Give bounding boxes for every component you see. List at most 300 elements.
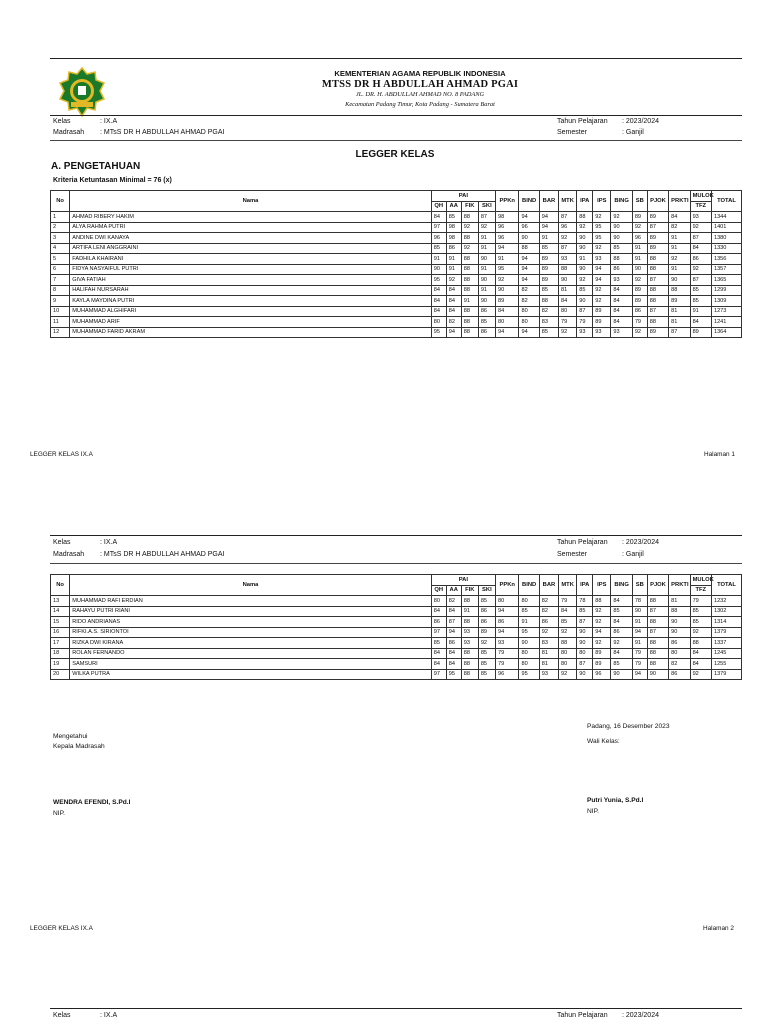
score-cell: 91: [478, 264, 495, 275]
col-header-ppkn: PPKn: [495, 191, 519, 212]
score-cell: 90: [577, 233, 593, 244]
table-row: [51, 606, 742, 617]
ministry-name: KEMENTERIAN AGAMA REPUBLIK INDONESIA: [334, 69, 506, 78]
score-cell: 82: [446, 596, 461, 607]
score-cell: 88: [647, 596, 668, 607]
row-number: 19: [51, 659, 70, 670]
score-cell: 92: [593, 243, 611, 254]
row-number: 13: [51, 596, 70, 607]
score-cell: 92: [478, 222, 495, 233]
score-cell: 88: [690, 638, 711, 649]
score-cell: 86: [495, 617, 519, 628]
semester-label: Semester: [557, 129, 587, 136]
score-cell: 91: [478, 285, 495, 296]
student-name: RIFKI.A.S. SIRIONTOI: [70, 627, 432, 638]
score-cell: 87: [690, 275, 711, 286]
score-cell: 80: [519, 596, 539, 607]
score-cell: 84: [690, 243, 711, 254]
score-cell: 84: [690, 317, 711, 328]
table-row: [51, 317, 742, 328]
score-cell: 84: [431, 606, 446, 617]
col-header-total: TOTAL: [711, 575, 741, 596]
score-cell: 91: [632, 254, 647, 265]
score-cell: 85: [446, 212, 461, 223]
col-header-no: No: [51, 575, 70, 596]
score-cell: 89: [539, 264, 558, 275]
score-cell: 85: [559, 617, 577, 628]
score-cell: 90: [495, 285, 519, 296]
score-cell: 85: [431, 243, 446, 254]
score-cell: 85: [478, 669, 495, 680]
score-cell: 92: [478, 638, 495, 649]
score-cell: 88: [647, 254, 668, 265]
score-cell: 81: [669, 306, 690, 317]
score-cell: 94: [539, 222, 558, 233]
score-cell: 95: [593, 233, 611, 244]
score-cell: 92: [593, 606, 611, 617]
score-cell: 86: [632, 306, 647, 317]
score-cell: 89: [539, 275, 558, 286]
col-header-bar: BAR: [539, 575, 558, 596]
score-cell: 85: [539, 243, 558, 254]
score-cell: 84: [446, 606, 461, 617]
criteria-text: Kriteria Ketuntasan Minimal = 76 (x): [53, 177, 172, 184]
score-cell: 91: [461, 296, 478, 307]
score-cell: 90: [611, 233, 632, 244]
student-name: FADHILA KHAIRANI: [70, 254, 432, 265]
score-cell: 87: [669, 327, 690, 338]
score-cell: 89: [539, 254, 558, 265]
col-header-ski: SKI: [478, 585, 495, 596]
score-cell: 86: [431, 617, 446, 628]
table-row: [51, 648, 742, 659]
score-cell: 90: [611, 669, 632, 680]
score-cell: 81: [539, 648, 558, 659]
score-cell: 88: [539, 296, 558, 307]
score-cell: 91: [519, 617, 539, 628]
score-cell: 92: [611, 212, 632, 223]
total-cell: 1241: [711, 317, 741, 328]
row-number: 9: [51, 296, 70, 307]
score-cell: 91: [461, 606, 478, 617]
score-cell: 97: [431, 222, 446, 233]
score-cell: 96: [495, 222, 519, 233]
score-cell: 79: [577, 317, 593, 328]
footer-doc-label: LEGGER KELAS IX.A: [30, 451, 93, 458]
total-cell: 1356: [711, 254, 741, 265]
score-cell: 92: [593, 638, 611, 649]
score-cell: 84: [611, 296, 632, 307]
score-cell: 84: [431, 296, 446, 307]
total-cell: 1365: [711, 275, 741, 286]
score-cell: 88: [647, 285, 668, 296]
place-date: Padang, 16 Desember 2023: [587, 723, 670, 730]
score-cell: 92: [577, 222, 593, 233]
score-cell: 89: [478, 627, 495, 638]
score-cell: 88: [611, 254, 632, 265]
score-cell: 85: [577, 606, 593, 617]
score-cell: 95: [446, 669, 461, 680]
col-header-pai: PAI: [431, 191, 495, 202]
score-cell: 85: [478, 317, 495, 328]
score-cell: 81: [539, 659, 558, 670]
score-cell: 90: [577, 627, 593, 638]
score-cell: 88: [647, 317, 668, 328]
total-cell: 1337: [711, 638, 741, 649]
score-cell: 91: [478, 233, 495, 244]
score-cell: 94: [519, 275, 539, 286]
score-cell: 86: [478, 327, 495, 338]
score-cell: 92: [495, 275, 519, 286]
score-cell: 90: [577, 638, 593, 649]
col-header-mtk: MTK: [559, 191, 577, 212]
col-header-ppkn: PPKn: [495, 575, 519, 596]
table-row: [51, 638, 742, 649]
score-cell: 90: [519, 638, 539, 649]
score-cell: 84: [559, 606, 577, 617]
tahun-label: Tahun Pelajaran: [557, 118, 608, 125]
score-cell: 96: [495, 233, 519, 244]
score-cell: 84: [446, 659, 461, 670]
student-name: FIDYA NASYAIFUL PUTRI: [70, 264, 432, 275]
score-cell: 92: [690, 669, 711, 680]
score-cell: 93: [593, 327, 611, 338]
row-number: 15: [51, 617, 70, 628]
col-header-fik: FIK: [461, 201, 478, 212]
col-header-qh: QH: [431, 201, 446, 212]
score-cell: 91: [446, 254, 461, 265]
score-cell: 87: [647, 222, 668, 233]
score-cell: 84: [611, 596, 632, 607]
col-header-sb: SB: [632, 191, 647, 212]
score-cell: 92: [593, 285, 611, 296]
score-cell: 90: [632, 606, 647, 617]
table-row: [51, 669, 742, 680]
score-cell: 84: [611, 285, 632, 296]
kepala-name: WENDRA EFENDI, S.Pd.I: [53, 799, 131, 806]
school-address: JL. DR. H. ABDULLAH AHMAD NO. 8 PADANG: [355, 91, 485, 98]
score-cell: 88: [647, 296, 668, 307]
col-header-nama: Nama: [70, 191, 432, 212]
score-cell: 87: [690, 233, 711, 244]
madrasah-value: : MTsS DR H ABDULLAH AHMAD PGAI: [100, 129, 225, 136]
score-cell: 98: [446, 222, 461, 233]
score-cell: 89: [632, 296, 647, 307]
score-cell: 84: [495, 306, 519, 317]
score-cell: 88: [461, 648, 478, 659]
score-cell: 84: [446, 296, 461, 307]
score-cell: 94: [632, 627, 647, 638]
student-name: MUHAMMAD RAFI ERDIAN: [70, 596, 432, 607]
score-cell: 86: [669, 669, 690, 680]
score-cell: 96: [519, 222, 539, 233]
score-cell: 95: [495, 264, 519, 275]
score-cell: 79: [632, 317, 647, 328]
score-cell: 90: [478, 275, 495, 286]
semester-value: : Ganjil: [622, 551, 644, 558]
score-cell: 89: [632, 212, 647, 223]
score-cell: 93: [690, 212, 711, 223]
score-cell: 85: [539, 285, 558, 296]
score-cell: 97: [431, 669, 446, 680]
semester-label: Semester: [557, 551, 587, 558]
student-name: ALYA RAHMA PUTRI: [70, 222, 432, 233]
total-cell: 1245: [711, 648, 741, 659]
tahun-value: : 2023/2024: [622, 118, 659, 125]
score-cell: 84: [611, 617, 632, 628]
kelas-value: : IX.A: [100, 539, 118, 546]
score-cell: 84: [559, 296, 577, 307]
score-cell: 88: [647, 659, 668, 670]
score-cell: 92: [690, 264, 711, 275]
score-cell: 95: [431, 275, 446, 286]
score-cell: 91: [539, 233, 558, 244]
score-cell: 88: [461, 669, 478, 680]
score-cell: 92: [461, 243, 478, 254]
score-cell: 95: [519, 669, 539, 680]
score-cell: 92: [593, 296, 611, 307]
legger-table-page2: [50, 574, 742, 680]
student-name: MUHAMMAD FARID AKRAM: [70, 327, 432, 338]
score-cell: 87: [647, 627, 668, 638]
score-cell: 92: [690, 222, 711, 233]
score-cell: 79: [632, 648, 647, 659]
score-cell: 89: [495, 296, 519, 307]
row-number: 1: [51, 212, 70, 223]
score-cell: 92: [461, 222, 478, 233]
score-cell: 88: [461, 596, 478, 607]
score-cell: 84: [690, 659, 711, 670]
score-cell: 86: [478, 306, 495, 317]
kelas-value: : IX.A: [100, 118, 118, 125]
score-cell: 89: [690, 327, 711, 338]
score-cell: 91: [577, 254, 593, 265]
score-cell: 86: [611, 264, 632, 275]
col-header-bing: BING: [611, 191, 632, 212]
score-cell: 88: [593, 596, 611, 607]
col-header-sb: SB: [632, 575, 647, 596]
score-cell: 98: [446, 233, 461, 244]
score-cell: 88: [559, 264, 577, 275]
total-cell: 1344: [711, 212, 741, 223]
score-cell: 88: [577, 212, 593, 223]
student-name: RIDO ANDRIANAS: [70, 617, 432, 628]
student-name: MUHAMMAD ALGHIFARI: [70, 306, 432, 317]
score-cell: 87: [577, 617, 593, 628]
school-district: Kecamatan Padang Timur, Kota Padang - Sumatera Barat: [345, 101, 495, 108]
score-cell: 96: [632, 233, 647, 244]
score-cell: 90: [577, 669, 593, 680]
score-cell: 86: [446, 638, 461, 649]
row-number: 8: [51, 285, 70, 296]
score-cell: 81: [669, 317, 690, 328]
col-header-aa: AA: [446, 201, 461, 212]
row-number: 12: [51, 327, 70, 338]
score-cell: 90: [611, 222, 632, 233]
kepala-madrasah-label: Kepala Madrasah: [53, 743, 105, 750]
score-cell: 91: [632, 617, 647, 628]
col-header-bing: BING: [611, 575, 632, 596]
row-number: 6: [51, 264, 70, 275]
score-cell: 89: [647, 327, 668, 338]
table-row: [51, 264, 742, 275]
score-cell: 82: [519, 285, 539, 296]
score-cell: 80: [577, 648, 593, 659]
row-number: 14: [51, 606, 70, 617]
score-cell: 94: [539, 212, 558, 223]
col-header-ips: IPS: [593, 191, 611, 212]
score-cell: 90: [519, 233, 539, 244]
score-cell: 82: [539, 596, 558, 607]
score-cell: 90: [647, 669, 668, 680]
score-cell: 84: [690, 648, 711, 659]
score-cell: 92: [669, 254, 690, 265]
score-cell: 86: [446, 243, 461, 254]
col-header-mtk: MTK: [559, 575, 577, 596]
score-cell: 94: [495, 243, 519, 254]
score-cell: 88: [461, 275, 478, 286]
tahun-value: : 2023/2024: [622, 1012, 659, 1019]
score-cell: 93: [611, 275, 632, 286]
student-name: RAHAYU PUTRI RIANI: [70, 606, 432, 617]
score-cell: 84: [431, 212, 446, 223]
total-cell: 1357: [711, 264, 741, 275]
col-header-total: TOTAL: [711, 191, 741, 212]
score-cell: 86: [611, 627, 632, 638]
col-header-mulok: MULOK: [690, 575, 711, 586]
score-cell: 96: [495, 669, 519, 680]
score-cell: 88: [461, 254, 478, 265]
score-cell: 84: [446, 306, 461, 317]
col-header-pjok: PJOK: [647, 191, 668, 212]
score-cell: 93: [461, 638, 478, 649]
score-cell: 80: [431, 317, 446, 328]
score-cell: 88: [461, 617, 478, 628]
score-cell: 93: [495, 638, 519, 649]
score-cell: 93: [611, 327, 632, 338]
tahun-value: : 2023/2024: [622, 539, 659, 546]
score-cell: 83: [539, 638, 558, 649]
wali-kelas-label: Wali Kelas:: [587, 738, 620, 745]
score-cell: 86: [478, 606, 495, 617]
row-number: 16: [51, 627, 70, 638]
row-number: 3: [51, 233, 70, 244]
score-cell: 86: [539, 617, 558, 628]
col-header-tfz: TFZ: [690, 201, 711, 212]
score-cell: 92: [632, 275, 647, 286]
score-cell: 85: [478, 648, 495, 659]
score-cell: 85: [611, 659, 632, 670]
footer-doc-label: LEGGER KELAS IX.A: [30, 925, 93, 932]
col-header-ipa: IPA: [577, 191, 593, 212]
row-number: 5: [51, 254, 70, 265]
table-row: [51, 327, 742, 338]
score-cell: 92: [559, 627, 577, 638]
table-row: [51, 285, 742, 296]
tahun-label: Tahun Pelajaran: [557, 1012, 608, 1019]
kelas-label: Kelas: [53, 118, 71, 125]
tahun-label: Tahun Pelajaran: [557, 539, 608, 546]
score-cell: 85: [690, 606, 711, 617]
score-cell: 87: [478, 212, 495, 223]
score-cell: 94: [593, 627, 611, 638]
score-cell: 80: [431, 596, 446, 607]
table-row: [51, 212, 742, 223]
score-cell: 89: [593, 659, 611, 670]
score-cell: 88: [461, 212, 478, 223]
madrasah-label: Madrasah: [53, 551, 85, 558]
score-cell: 85: [611, 243, 632, 254]
col-header-pjok: PJOK: [647, 575, 668, 596]
score-cell: 94: [519, 264, 539, 275]
total-cell: 1379: [711, 627, 741, 638]
score-cell: 85: [519, 606, 539, 617]
score-cell: 90: [669, 627, 690, 638]
score-cell: 87: [446, 617, 461, 628]
col-header-pai: PAI: [431, 575, 495, 586]
score-cell: 91: [632, 243, 647, 254]
col-header-fik: FIK: [461, 585, 478, 596]
score-cell: 90: [632, 264, 647, 275]
mengetahui-label: Mengetahui: [53, 733, 88, 740]
score-cell: 80: [519, 659, 539, 670]
score-cell: 86: [690, 254, 711, 265]
score-cell: 92: [577, 275, 593, 286]
score-cell: 79: [495, 648, 519, 659]
student-name: HALIFAH NURSARAH: [70, 285, 432, 296]
footer-page-number: Halaman 2: [703, 925, 734, 932]
score-cell: 92: [559, 327, 577, 338]
score-cell: 90: [577, 264, 593, 275]
score-cell: 80: [519, 317, 539, 328]
col-header-prkti: PRKTI: [669, 575, 690, 596]
score-cell: 90: [431, 264, 446, 275]
score-cell: 84: [431, 285, 446, 296]
score-cell: 88: [559, 638, 577, 649]
score-cell: 88: [669, 606, 690, 617]
table-row: [51, 617, 742, 628]
student-name: KAYLA MAYDINA PUTRI: [70, 296, 432, 307]
score-cell: 86: [478, 617, 495, 628]
madrasah-label: Madrasah: [53, 129, 85, 136]
score-cell: 87: [559, 212, 577, 223]
row-number: 17: [51, 638, 70, 649]
score-cell: 80: [519, 648, 539, 659]
score-cell: 88: [461, 327, 478, 338]
score-cell: 85: [539, 327, 558, 338]
score-cell: 79: [632, 659, 647, 670]
score-cell: 87: [577, 659, 593, 670]
score-cell: 91: [669, 233, 690, 244]
score-cell: 80: [559, 648, 577, 659]
score-cell: 89: [647, 243, 668, 254]
madrasah-value: : MTsS DR H ABDULLAH AHMAD PGAI: [100, 551, 225, 558]
score-cell: 84: [611, 317, 632, 328]
score-cell: 95: [431, 327, 446, 338]
col-header-aa: AA: [446, 585, 461, 596]
score-cell: 78: [632, 596, 647, 607]
score-cell: 90: [478, 254, 495, 265]
kelas-label: Kelas: [53, 539, 71, 546]
table-row: [51, 296, 742, 307]
wali-nip: NIP.: [587, 808, 599, 815]
score-cell: 88: [647, 638, 668, 649]
score-cell: 92: [593, 212, 611, 223]
score-cell: 82: [669, 659, 690, 670]
total-cell: 1255: [711, 659, 741, 670]
score-cell: 82: [669, 222, 690, 233]
score-cell: 87: [647, 275, 668, 286]
